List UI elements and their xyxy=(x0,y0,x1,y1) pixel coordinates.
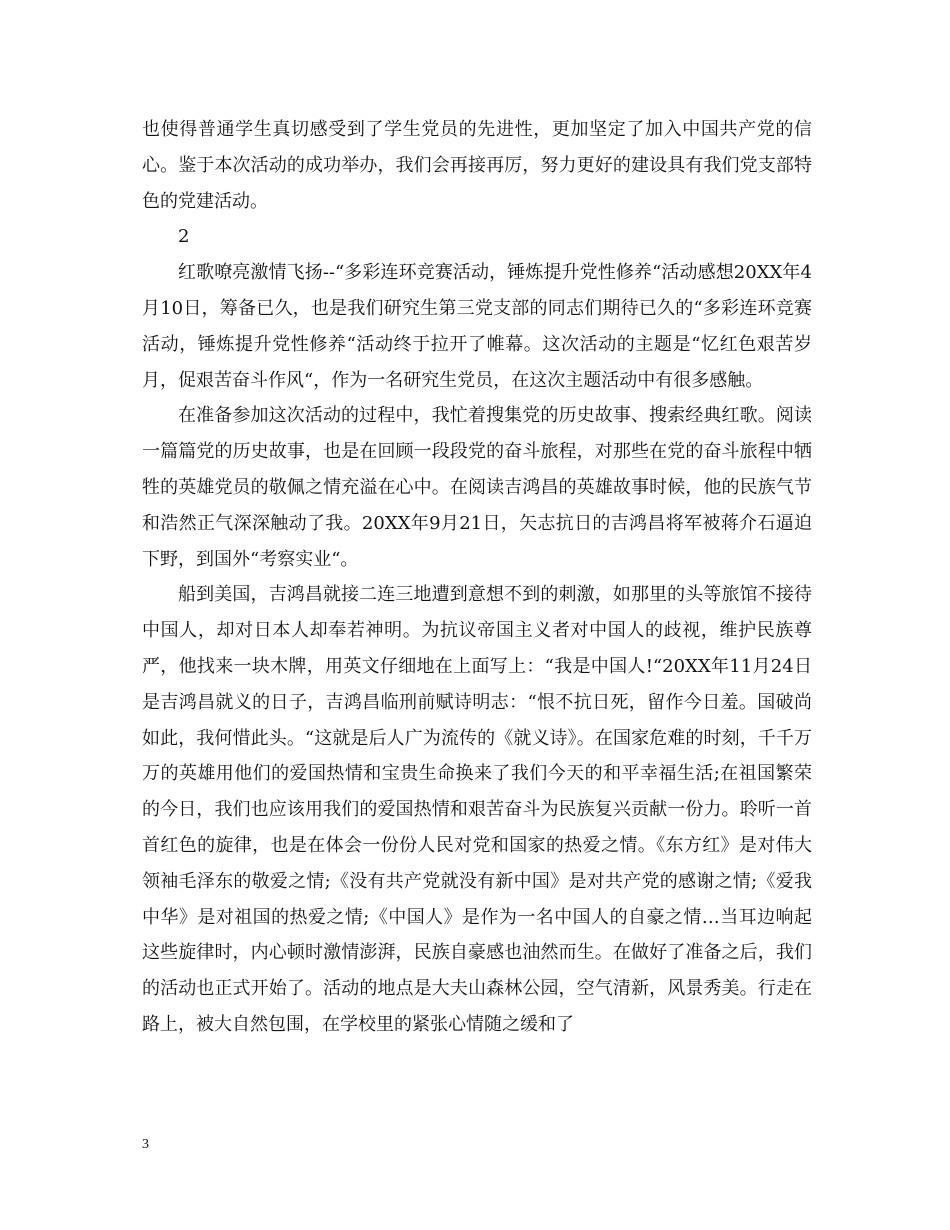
paragraph-title-intro: 红歌嘹亮激情飞扬--“多彩连环竞赛活动，锤炼提升党性修养“活动感想20XX年4月10日，筹备已久，也是我们研究生第三党支部的同志们期待已久的“多彩连环竞赛活动，锤炼提升党性修养“活动终于拉开了帷幕。这次活动的主题是“忆红色艰苦岁月，促艰苦奋斗作风“，作为一名研究生党员，在这次主题活动中有很多感触。 xyxy=(142,262,812,391)
paragraph-continuation: 也使得普通学生真切感受到了学生党员的先进性，更加坚定了加入中国共产党的信心。鉴于本次活动的成功举办，我们会再接再厉，努力更好的建设具有我们党支部特色的党建活动。 xyxy=(142,119,812,212)
page-number: 3 xyxy=(142,1137,149,1152)
paragraph-story: 船到美国，吉鸿昌就接二连三地遭到意想不到的刺激，如那里的头等旅馆不接待中国人，却对日本人却奉若神明。为抗议帝国主义者对中国人的歧视，维护民族尊严，他找来一块木牌，用英文仔细地在上面写上：“我是中国人!“20XX年11月24日是吉鸿昌就义的日子，吉鸿昌临刑前赋诗明志：“恨不抗日死，留作今日羞。国破尚如此，我何惜此头。“这就是后人广为流传的《就义诗》。在国家危难的时刻，千千万万的英雄用他们的爱国热情和宝贵生命换来了我们今天的和平幸福生活;在祖国繁荣的今日，我们也应该用我们的爱国热情和艰苦奋斗为民族复兴贡献一份力。聆听一首首红色的旋律，也是在体会一份份人民对党和国家的热爱之情。《东方红》是对伟大领袖毛泽东的敬爱之情;《没有共产党就没有新中国》是对共产党的感谢之情;《爱我中华》是对祖国的热爱之情;《中国人》是作为一名中国人的自豪之情…当耳边响起这些旋律时，内心顿时激情澎湃，民族自豪感也油然而生。在做好了准备之后，我们的活动也正式开始了。活动的地点是大夫山森林公园，空气清新，风景秀美。行走在路上，被大自然包围，在学校里的紧张心情随之缓和了 xyxy=(142,584,812,1035)
paragraph-preparation: 在准备参加这次活动的过程中，我忙着搜集党的历史故事、搜索经典红歌。阅读一篇篇党的历史故事，也是在回顾一段段党的奋斗旅程，对那些在党的奋斗旅程中牺牲的英雄党员的敬佩之情充溢在心中。在阅读吉鸿昌的英雄故事时候，他的民族气节和浩然正气深深触动了我。20XX年9月21日，矢志抗日的吉鸿昌将军被蒋介石逼迫下野，到国外“考察实业“。 xyxy=(142,405,812,570)
document-body xyxy=(142,112,812,1043)
section-number: 2 xyxy=(178,226,190,248)
